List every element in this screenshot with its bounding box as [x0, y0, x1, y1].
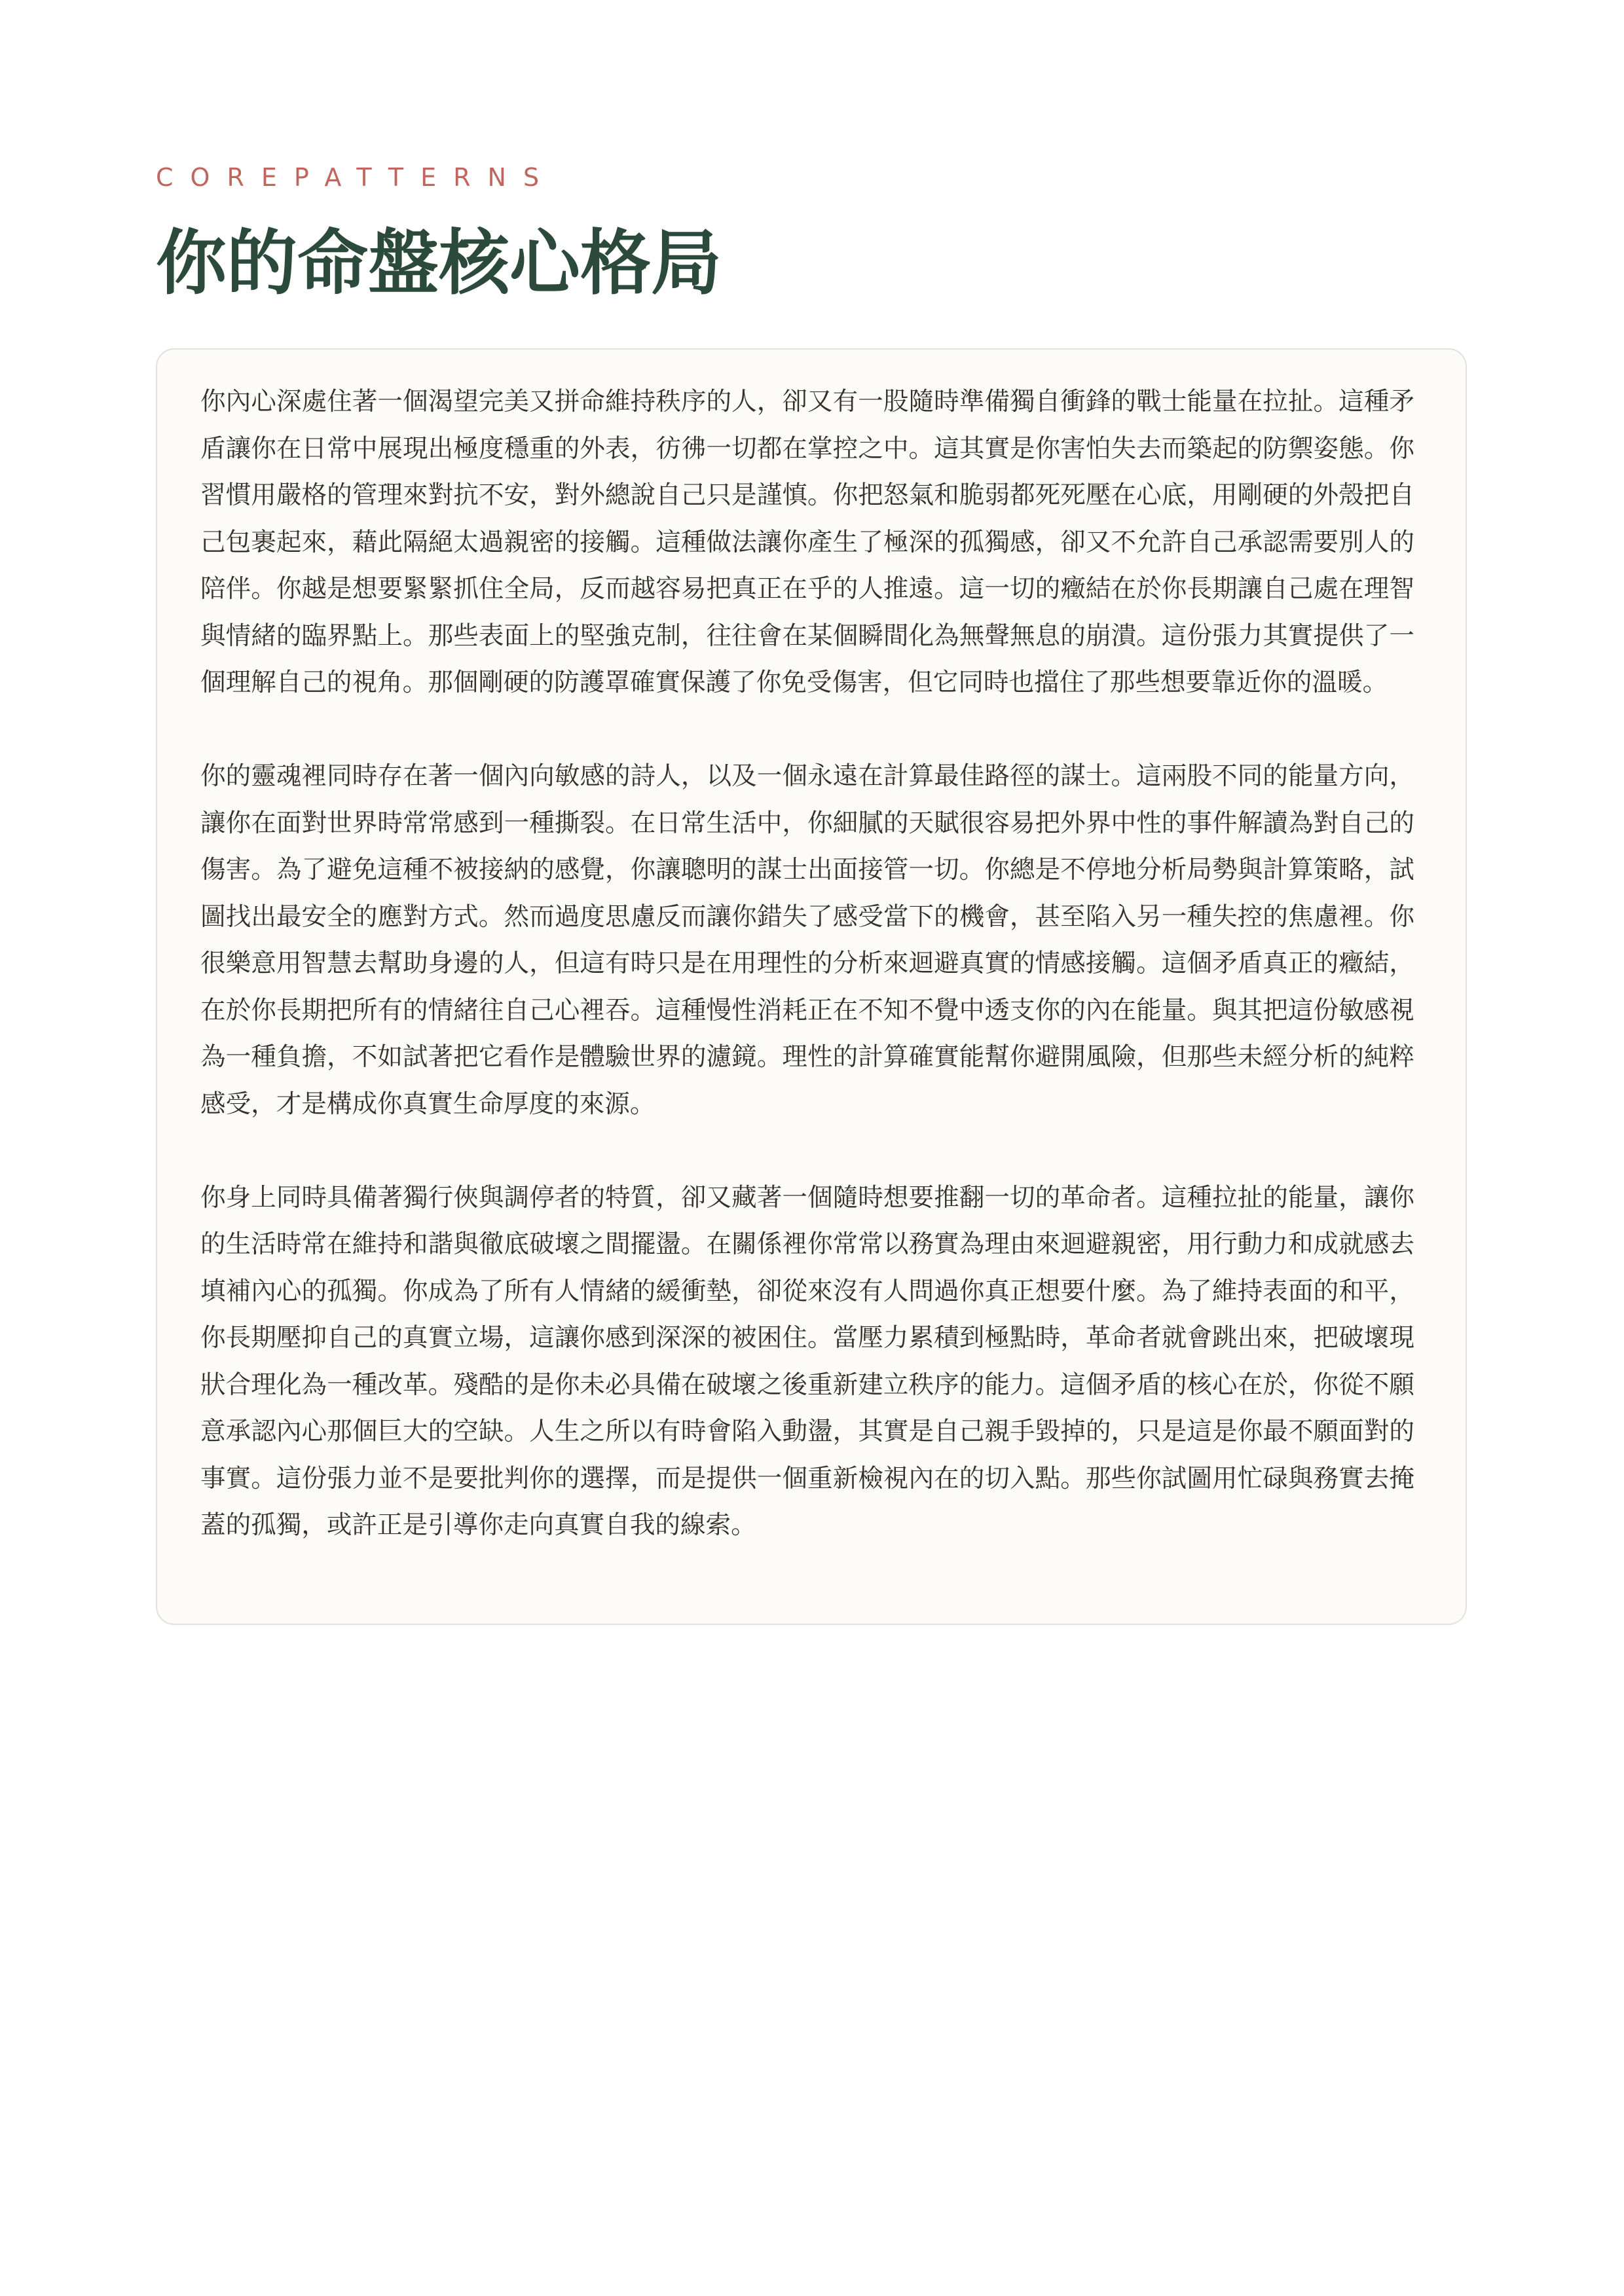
- content-card: [156, 348, 1467, 1625]
- paragraph: 你身上同時具備著獨行俠與調停者的特質，卻又藏著一個隨時想要推翻一切的革命者。這種拉扯的能量，讓你的生活時常在維持和諧與徹底破壞之間擺盪。在關係裡你常常以務實為理由來迴避親密，用行動力和成就感去填補內心的孤獨。你成為了所有人情緒的緩衝墊，卻從來沒有人問過你真正想要什麼。為了維持表面的和平，你長期壓抑自己的真實立場，這讓你感到深深的被困住。當壓力累積到極點時，革命者就會跳出來，把破壞現狀合理化為一種改革。殘酷的是你未必具備在破壞之後重新建立秩序的能力。這個矛盾的核心在於，你從不願意承認內心那個巨大的空缺。人生之所以有時會陷入動盪，其實是自己親手毀掉的，只是這是你最不願面對的事實。這份張力並不是要批判你的選擇，而是提供一個重新檢視內在的切入點。那些你試圖用忙碌與務實去掩蓋的孤獨，或許正是引導你走向真實自我的線索。: [200, 1182, 1414, 1540]
- section-eyebrow: COREPATTERNS: [156, 163, 557, 192]
- paragraph: 你的靈魂裡同時存在著一個內向敏感的詩人，以及一個永遠在計算最佳路徑的謀士。這兩股不同的能量方向，讓你在面對世界時常常感到一種撕裂。在日常生活中，你細膩的天賦很容易把外界中性的事件解讀為對自己的傷害。為了避免這種不被接納的感覺，你讓聰明的謀士出面接管一切。你總是不停地分析局勢與計算策略，試圖找出最安全的應對方式。然而過度思慮反而讓你錯失了感受當下的機會，甚至陷入另一種失控的焦慮裡。你很樂意用智慧去幫助身邊的人，但這有時只是在用理性的分析來迴避真實的情感接觸。這個矛盾真正的癥結，在於你長期把所有的情緒往自己心裡吞。這種慢性消耗正在不知不覺中透支你的內在能量。與其把這份敏感視為一種負擔，不如試著把它看作是體驗世界的濾鏡。理性的計算確實能幫你避開風險，但那些未經分析的純粹感受，才是構成你真實生命厚度的來源。: [200, 761, 1414, 1119]
- page-title: 你的命盤核心格局: [156, 222, 722, 304]
- paragraph: 你內心深處住著一個渴望完美又拼命維持秩序的人，卻又有一股隨時準備獨自衝鋒的戰士能量在拉扯。這種矛盾讓你在日常中展現出極度穩重的外表，彷彿一切都在掌控之中。這其實是你害怕失去而築起的防禦姿態。你習慣用嚴格的管理來對抗不安，對外總說自己只是謹慎。你把怒氣和脆弱都死死壓在心底，用剛硬的外殼把自己包裹起來，藉此隔絕太過親密的接觸。這種做法讓你產生了極深的孤獨感，卻又不允許自己承認需要別人的陪伴。你越是想要緊緊抓住全局，反而越容易把真正在乎的人推遠。這一切的癥結在於你長期讓自己處在理智與情緒的臨界點上。那些表面上的堅強克制，往往會在某個瞬間化為無聲無息的崩潰。這份張力其實提供了一個理解自己的視角。那個剛硬的防護罩確實保護了你免受傷害，但它同時也擋住了那些想要靠近你的溫暖。: [200, 387, 1414, 697]
